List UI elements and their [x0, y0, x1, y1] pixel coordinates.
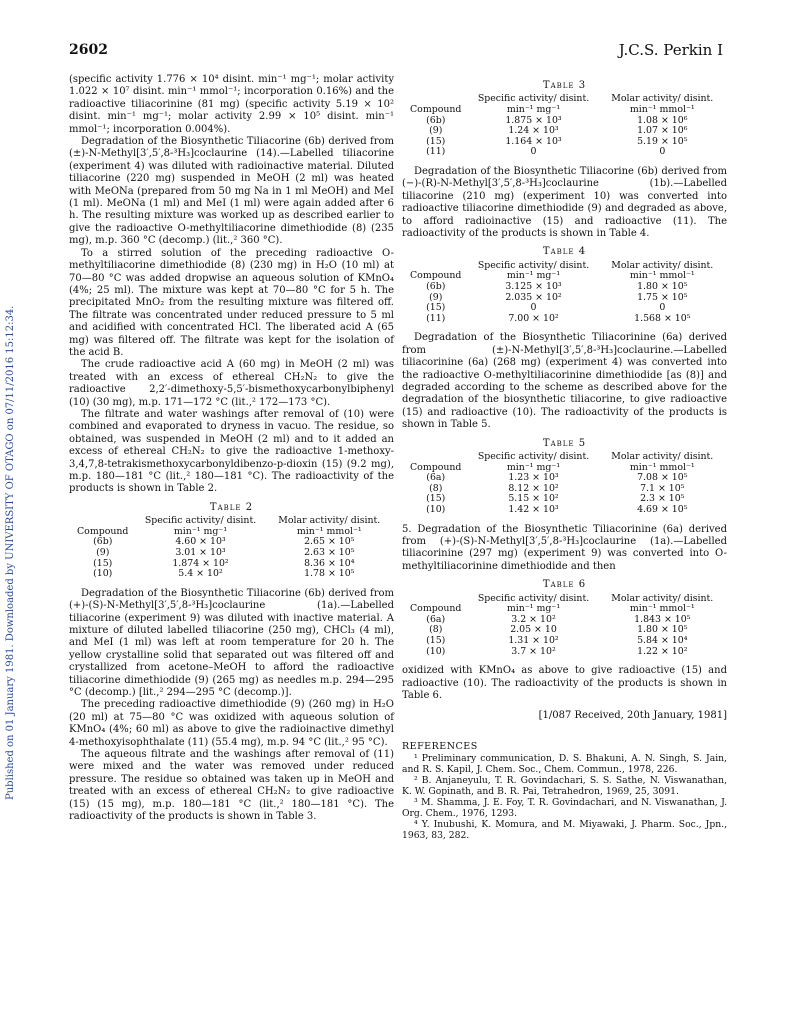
- reference-item: ¹ Preliminary communication, D. S. Bhakuni, A. N. Singh, S. Jain, and R. S. Kapil, J. Chem. Soc., Chem. Commun., 1978, 226.: [402, 753, 727, 776]
- left-column: [69, 74, 394, 824]
- column-header: Compound: [410, 104, 462, 115]
- specific-activity-cell: 1.24 × 10³: [508, 125, 559, 137]
- molar-activity-cell: 2.3 × 10⁵: [640, 493, 685, 505]
- molar-activity-cell: 2.65 × 10⁵: [304, 536, 355, 548]
- molar-activity-cell: 5.84 × 10⁴: [637, 635, 688, 646]
- specific-activity-cell: 3.2 × 10²: [511, 613, 556, 625]
- data-table: [402, 94, 727, 158]
- molar-activity-cell: 0: [659, 146, 666, 158]
- specific-activity-cell: 3.7 × 10²: [511, 645, 556, 657]
- paragraph: Degradation of the Biosynthetic Tiliacorine (6b) derived from (+)-(S)-N-Methyl[3′,5′,8-³H₃]coclaurine (1a).—Labelled tiliacorine (experiment 9) was diluted with inactive material. A mixture of diluted labelled tiliacorine (250 mg), CHCl₃ (4 ml), and MeI (1 ml) was left at room temperature for 20 h. The yellow crystalline solid that separated out was filtered off and crystallized from acetone–MeOH to afford the radioactive tiliacorine dimethiodide (9) (265 mg) as needles m.p. 294—295 °C (decomp.) [lit.,² 294—295 °C (decomp.)].: [69, 587, 394, 699]
- molar-activity-cell: 0: [659, 302, 666, 314]
- paragraph: oxidized with KMnO₄ as above to give radioactive (15) and radioactive (10). The radioactivity of the products is shown in Table 6.: [402, 665, 727, 701]
- specific-activity-cell: 1.164 × 10³: [505, 135, 562, 147]
- column-header: Compound: [410, 603, 462, 615]
- table-title: Table 5: [542, 437, 587, 449]
- compound-cell: (9): [429, 125, 443, 137]
- table-row: [402, 293, 727, 304]
- table-5: [402, 438, 727, 516]
- specific-activity-cell: 4.60 × 10³: [175, 536, 226, 548]
- data-table: [402, 452, 727, 516]
- molar-activity-cell: 8.36 × 10⁴: [304, 557, 355, 569]
- compound-cell: (15): [426, 493, 446, 505]
- paragraph: The preceding radioactive dimethiodide (9) (260 mg) in H₂O (20 ml) at 75—80 °C was oxidized with aqueous solution of KMnO₄ (4%; 60 ml) as above to give the radioinactive dimethyl 4-methoxyisophthalate (11) (55.4 mg), m.p. 94 °C (lit.,² 95 °C).: [69, 699, 394, 748]
- specific-activity-cell: 5.4 × 10²: [178, 568, 223, 580]
- specific-activity-cell: 1.42 × 10³: [508, 504, 559, 515]
- paragraph: The aqueous filtrate and the washings after removal of (11) were mixed and the water was removed under reduced pressure. The residue so obtained was taken up in MeOH and treated with an excess of ethereal CH₂N₂ to give radioactive (15) (15 mg), m.p. 180—181 °C (lit.,² 180—181 °C). The radioactivity of the products is shown in Table 3.: [69, 749, 394, 823]
- column-header: Compound: [410, 270, 462, 282]
- compound-cell: (8): [429, 624, 443, 636]
- references-heading: REFERENCES: [402, 740, 478, 752]
- data-table: [402, 261, 727, 325]
- paragraph: 5. Degradation of the Biosynthetic Tiliacorinine (6a) derived from (+)-(S)-N-Methyl[3′,5′,8-³H₃]coclaurine (1a).—Labelled tiliacorinine (297 mg) (experiment 9) was converted into O-methyltiliacorinine dimethiodide and then: [402, 523, 727, 572]
- specific-activity-cell: 7.00 × 10²: [508, 312, 559, 324]
- table-row: [402, 636, 727, 647]
- table-4: [402, 246, 727, 324]
- compound-cell: (10): [426, 504, 446, 515]
- molar-activity-cell: 1.80 × 10⁵: [637, 281, 688, 292]
- compound-cell: (9): [96, 547, 110, 558]
- table-row: [69, 548, 394, 559]
- table-3: [402, 80, 727, 158]
- compound-cell: (15): [426, 302, 446, 314]
- table-2: [69, 502, 394, 580]
- compound-cell: (15): [426, 135, 446, 147]
- compound-cell: (10): [426, 645, 446, 657]
- molar-activity-cell: 7.1 × 10⁵: [640, 482, 685, 494]
- paragraph: The filtrate and water washings after removal of (10) were combined and evaporated to dryness in vacuo. The residue, so obtained, was suspended in MeOH (2 ml) and to it added an excess of ethereal CH₂N₂ to give the radioactive 1-methoxy-3,4,7,8-tetrakismethoxycarbonyldibenzo-p-dioxin (15) (9.2 mg), m.p. 180—181 °C (lit.,² 180—181 °C). The radioactivity of the products is shown in Table 2.: [69, 408, 394, 495]
- table-row: [402, 282, 727, 293]
- download-stamp: Published on 01 January 1981. Downloaded by UNIVERSITY OF OTAGO on 07/11/2016 15:12:34.: [5, 305, 16, 800]
- compound-cell: (10): [93, 568, 113, 580]
- paragraph: The crude radioactive acid A (60 mg) in MeOH (2 ml) was treated with an excess of ethereal CH₂N₂ to give the radioactive 2,2′-dimethoxy-5,5′-bismethoxycarbonylbiphenyl (10) (30 mg), m.p. 171—172 °C (lit.,² 172—173 °C).: [69, 359, 394, 408]
- paragraph: Degradation of the Biosynthetic Tiliacorine (6b) derived from (±)-N-Methyl[3′,5′,8-³H₃]coclaurine (14).—Labelled tiliacorine (experiment 4) was diluted with radioinactive material. Diluted tiliacorine (220 mg) suspended in MeOH (2 ml) was heated with MeONa (prepared from 50 mg Na in 1 ml MeOH) and MeI (1 ml). MeONa (1 ml) and MeI (1 ml) were again added after 6 h. The resulting mixture was worked up as described earlier to give the radioactive O-methyltiliacorine dimethiodide (8) (235 mg), m.p. 360 °C (decomp.) (lit.,² 360 °C).: [69, 136, 394, 247]
- specific-activity-cell: 3.125 × 10³: [505, 281, 562, 292]
- compound-cell: (6b): [426, 114, 446, 126]
- references-list: [402, 753, 727, 841]
- page-number: 2602: [69, 42, 108, 58]
- compound-cell: (9): [429, 291, 443, 303]
- specific-activity-cell: 1.875 × 10³: [505, 114, 562, 126]
- paragraph: Degradation of the Biosynthetic Tiliacorinine (6a) derived from (±)-N-Methyl[3′,5′,8-³H₃]coclaurine.—Labelled tiliacorinine (6a) (268 mg) (experiment 4) was converted into the radioactive O-methyltiliacorinine dimethiodide [as (8)] and degraded according to the scheme as described above for the degradation of the biosynthetic tiliacorine, to give radioactive (15) and radioactive (10). The radioactivity of the products is shown in Table 5.: [402, 332, 727, 431]
- column-header: Molar activity/ disint. min⁻¹ mmol⁻¹: [278, 515, 381, 537]
- data-table: [69, 516, 394, 580]
- molar-activity-cell: 1.75 × 10⁵: [637, 291, 688, 303]
- paragraph: Degradation of the Biosynthetic Tiliacorine (6b) derived from (−)-(R)-N-Methyl[3′,5′,8-³H₃]coclaurine (1b).—Labelled tiliacorine (210 mg) (experiment 10) was converted into radioactive tiliacorine dimethiodide (9) and degraded as above, to afford radioinactive (15) and radioactive (11). The radioactivity of the products is shown in Table 4.: [402, 165, 727, 239]
- compound-cell: (6a): [426, 613, 446, 625]
- compound-cell: (6b): [93, 536, 113, 548]
- column-header: Specific activity/ disint. min⁻¹ mg⁻¹: [477, 93, 590, 115]
- molar-activity-cell: 7.08 × 10⁵: [637, 472, 688, 484]
- data-table: [402, 594, 727, 658]
- column-header: Compound: [410, 461, 462, 473]
- molar-activity-cell: 1.843 × 10⁵: [634, 613, 691, 625]
- compound-cell: (6a): [426, 472, 446, 484]
- specific-activity-cell: 1.31 × 10²: [508, 635, 559, 646]
- column-header: Compound: [77, 525, 129, 537]
- molar-activity-cell: 1.78 × 10⁵: [304, 568, 355, 580]
- molar-activity-cell: 1.08 × 10⁶: [637, 114, 688, 126]
- specific-activity-cell: 8.12 × 10²: [508, 482, 559, 494]
- table-title: Table 6: [542, 579, 587, 591]
- table-title: Table 4: [542, 246, 587, 258]
- column-header: Specific activity/ disint. min⁻¹ mg⁻¹: [477, 451, 590, 473]
- specific-activity-cell: 2.05 × 10: [510, 624, 557, 636]
- specific-activity-cell: 1.874 × 10²: [172, 557, 229, 569]
- molar-activity-cell: 1.07 × 10⁶: [637, 125, 688, 137]
- table-row: [402, 647, 727, 658]
- table-row: [402, 147, 727, 158]
- reference-item: ⁴ Y. Inubushi, K. Momura, and M. Miyawaki, J. Pharm. Soc., Jpn., 1963, 83, 282.: [402, 819, 727, 842]
- table-row: [69, 569, 394, 580]
- column-header: Specific activity/ disint. min⁻¹ mg⁻¹: [144, 515, 257, 537]
- specific-activity-cell: 5.15 × 10²: [508, 493, 559, 505]
- specific-activity-cell: 0: [530, 302, 537, 314]
- specific-activity-cell: 0: [530, 146, 537, 158]
- specific-activity-cell: 3.01 × 10³: [175, 547, 226, 558]
- paragraph: (specific activity 1.776 × 10⁴ disint. min⁻¹ mg⁻¹; molar activity 1.022 × 10⁷ disint. min⁻¹ mmol⁻¹; incorporation 0.16%) and the radioactive tiliacorinine (81 mg) (specific activity 5.19 × 10² disint. min⁻¹ mg⁻¹; molar activity 2.99 × 10⁵ disint. min⁻¹ mmol⁻¹; incorporation 0.004%).: [69, 74, 394, 135]
- compound-cell: (15): [93, 557, 113, 569]
- column-header: Molar activity/ disint. min⁻¹ mmol⁻¹: [611, 93, 714, 115]
- molar-activity-cell: 1.80 × 10⁵: [637, 624, 688, 636]
- column-header: Molar activity/ disint. min⁻¹ mmol⁻¹: [611, 259, 714, 282]
- column-header: Specific activity/ disint. min⁻¹ mg⁻¹: [477, 592, 590, 615]
- right-column: [402, 74, 727, 841]
- journal-title: J.C.S. Perkin I: [618, 41, 723, 59]
- specific-activity-cell: 2.035 × 10²: [505, 291, 562, 303]
- table-6: [402, 579, 727, 657]
- paragraph: To a stirred solution of the preceding radioactive O-methyltiliacorine dimethiodide (8) (230 mg) in H₂O (10 ml) at 70—80 °C was added dropwise an aqueous solution of KMnO₄ (4%; 25 ml). The mixture was kept at 70—80 °C for 5 h. The precipitated MnO₂ from the resulting mixture was filtered off. The filtrate was concentrated under reduced pressure to 5 ml and acidified with concentrated HCl. The liberated acid A (65 mg) was filtered off. The filtrate was kept for the isolation of the acid B.: [69, 247, 394, 358]
- table-title: Table 3: [542, 80, 587, 91]
- compound-cell: (8): [429, 482, 443, 494]
- reference-item: ³ M. Shamma, J. E. Foy, T. R. Govindachari, and N. Viswanathan, J. Org. Chem., 1976, 1293.: [402, 797, 727, 820]
- table-title: Table 2: [209, 501, 254, 513]
- compound-cell: (11): [426, 312, 446, 324]
- molar-activity-cell: 4.69 × 10⁵: [637, 504, 688, 515]
- column-header: Molar activity/ disint. min⁻¹ mmol⁻¹: [611, 592, 714, 615]
- compound-cell: (6b): [426, 281, 446, 292]
- column-header: Molar activity/ disint. min⁻¹ mmol⁻¹: [611, 451, 714, 473]
- specific-activity-cell: 1.23 × 10³: [508, 472, 559, 484]
- molar-activity-cell: 1.22 × 10²: [637, 645, 688, 657]
- molar-activity-cell: 2.63 × 10⁵: [304, 547, 355, 558]
- molar-activity-cell: 5.19 × 10⁵: [637, 135, 688, 147]
- received-date: [1/087 Received, 20th January, 1981]: [538, 710, 727, 722]
- compound-cell: (15): [426, 635, 446, 646]
- compound-cell: (11): [426, 146, 446, 158]
- table-row: [402, 505, 727, 516]
- table-row: [402, 314, 727, 325]
- molar-activity-cell: 1.568 × 10⁵: [634, 312, 691, 324]
- reference-item: ² B. Anjaneyulu, T. R. Govindachari, S. S. Sathe, N. Viswanathan, K. W. Gopinath, and B. R. Pai, Tetrahedron, 1969, 25, 3091.: [402, 775, 727, 798]
- column-header: Specific activity/ disint. min⁻¹ mg⁻¹: [477, 259, 590, 282]
- table-row: [402, 137, 727, 148]
